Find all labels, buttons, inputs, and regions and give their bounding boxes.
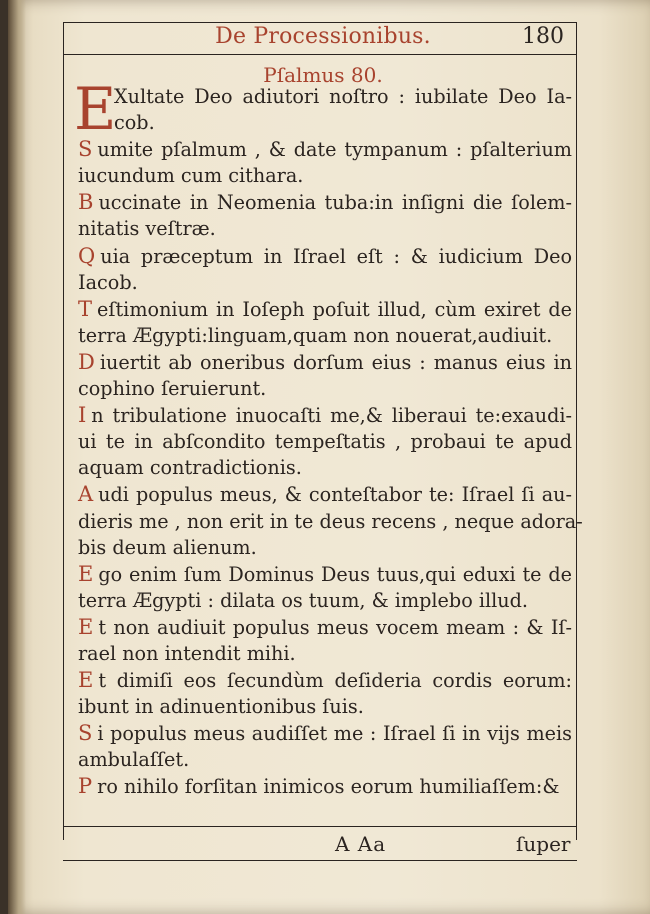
line-text: umite pſalmum , & date tympanum : pſalterium [97, 138, 572, 162]
verse-initial: Q [78, 243, 96, 268]
page-number: 180 [522, 24, 564, 49]
verse-initial: S [78, 137, 93, 162]
line-text: ui te in abſcondito tempeſtatis , probaui te apud [78, 430, 572, 454]
line-text: rael non intendit mihi. [78, 641, 296, 665]
verse-initial: I [78, 403, 87, 428]
top-rule [63, 22, 577, 23]
verse-initial: E [78, 561, 94, 586]
line-text: uia præceptum in Iſrael eſt : & iudicium Deo [100, 244, 572, 268]
text-line [78, 614, 572, 641]
verse [78, 720, 572, 773]
line-text: cophino ſeruierunt. [78, 377, 267, 401]
line-text: cob. [114, 111, 155, 135]
line-text: iuertit ab oneribus dorſum eius : manus eius in [99, 350, 572, 374]
verse-initial: A [78, 482, 94, 507]
line-text: ibunt in adinuentionibus ſuis. [78, 695, 364, 719]
text-line [78, 163, 572, 189]
footer-rule [63, 860, 577, 861]
text-line [78, 189, 572, 216]
text-line [78, 773, 572, 800]
verse-initial: E [78, 614, 94, 639]
line-text: terra Ægypti : dilata os tuum, & implebo illud. [78, 588, 528, 612]
binding-gutter [8, 0, 26, 914]
catchword: ſuper [516, 832, 571, 856]
verse-initial: P [78, 774, 93, 799]
text-line [78, 535, 572, 561]
line-text: Iacob. [78, 270, 138, 294]
text-line [78, 402, 572, 429]
text-line [78, 84, 572, 110]
text-line [78, 296, 572, 323]
line-text: dieris me , non erit in te deus recens , neque adora- [78, 509, 583, 533]
verse [78, 481, 583, 560]
text-line [78, 747, 572, 773]
text-line [78, 136, 572, 163]
text-line [78, 429, 572, 455]
verse [78, 189, 572, 242]
text-line [78, 509, 583, 535]
text-line [78, 641, 572, 667]
text-line [78, 243, 572, 270]
verse-initial: D [78, 349, 95, 374]
line-text: bis deum alienum. [78, 535, 257, 559]
drop-cap-initial: E [74, 75, 117, 143]
text-line [78, 588, 572, 614]
line-text: eſtimonium in Ioſeph poſuit illud, cùm exiret de [97, 297, 572, 321]
verse [78, 349, 572, 402]
text-line [78, 270, 572, 296]
verse [78, 402, 572, 481]
verse [78, 614, 572, 667]
text-line [78, 720, 572, 747]
verse-initial: T [78, 296, 93, 321]
header-rule [63, 54, 577, 55]
line-text: t non audiuit populus meus vocem meam : & Iſ- [98, 615, 572, 639]
line-text: go enim ſum Dominus Deus tuus,qui eduxi te de [98, 562, 572, 586]
line-text: ro nihilo forſitan inimicos eorum humiliaſſem:& [97, 775, 560, 799]
verse [78, 136, 572, 189]
line-text: t dimiſi eos ſecundùm deſideria cordis eorum: [98, 669, 572, 693]
line-text: i populus meus audiſſet me : Iſrael ſi in vijs meis [97, 722, 572, 746]
verse [78, 667, 572, 720]
line-text: ambulaſſet. [78, 748, 190, 772]
line-text: iucundum cum cithara. [78, 164, 304, 188]
verse [78, 561, 572, 614]
psalm-title: Pſalmus 80. [263, 63, 383, 87]
text-line [78, 455, 572, 481]
signature-mark: A Aa [335, 832, 387, 856]
line-text: aquam contradictionis. [78, 456, 302, 480]
line-text: terra Ægypti:linguam,quam non nouerat,audiuit. [78, 323, 553, 347]
text-line [78, 216, 572, 242]
text-line [78, 561, 572, 588]
text-line [78, 323, 572, 349]
verse-initial: B [78, 190, 94, 215]
bottom-rule [63, 826, 577, 827]
text-line [78, 481, 572, 508]
verse-initial: E [78, 668, 94, 693]
line-text: uccinate in Neomenia tuba:in inſigni die ſolem- [98, 191, 572, 215]
verse [78, 243, 572, 296]
verse [78, 296, 572, 349]
line-text: Xultate Deo adiutori noſtro : iubilate Deo Ia- [114, 85, 572, 108]
text-line [78, 110, 572, 136]
verse [78, 773, 572, 800]
text-line [78, 667, 572, 694]
verse-initial: S [78, 721, 93, 746]
text-line [78, 376, 572, 402]
line-text: n tribulatione inuocaſti me,& liberaui te:exaudi- [91, 404, 572, 428]
text-line [78, 694, 572, 720]
running-title: De Processionibus. [215, 24, 431, 49]
book-page [8, 0, 650, 914]
line-text: nitatis veſtræ. [78, 217, 216, 241]
text-line [78, 349, 572, 376]
line-text: udi populus meus, & conteſtabor te: Iſrael ſi au- [98, 483, 572, 507]
